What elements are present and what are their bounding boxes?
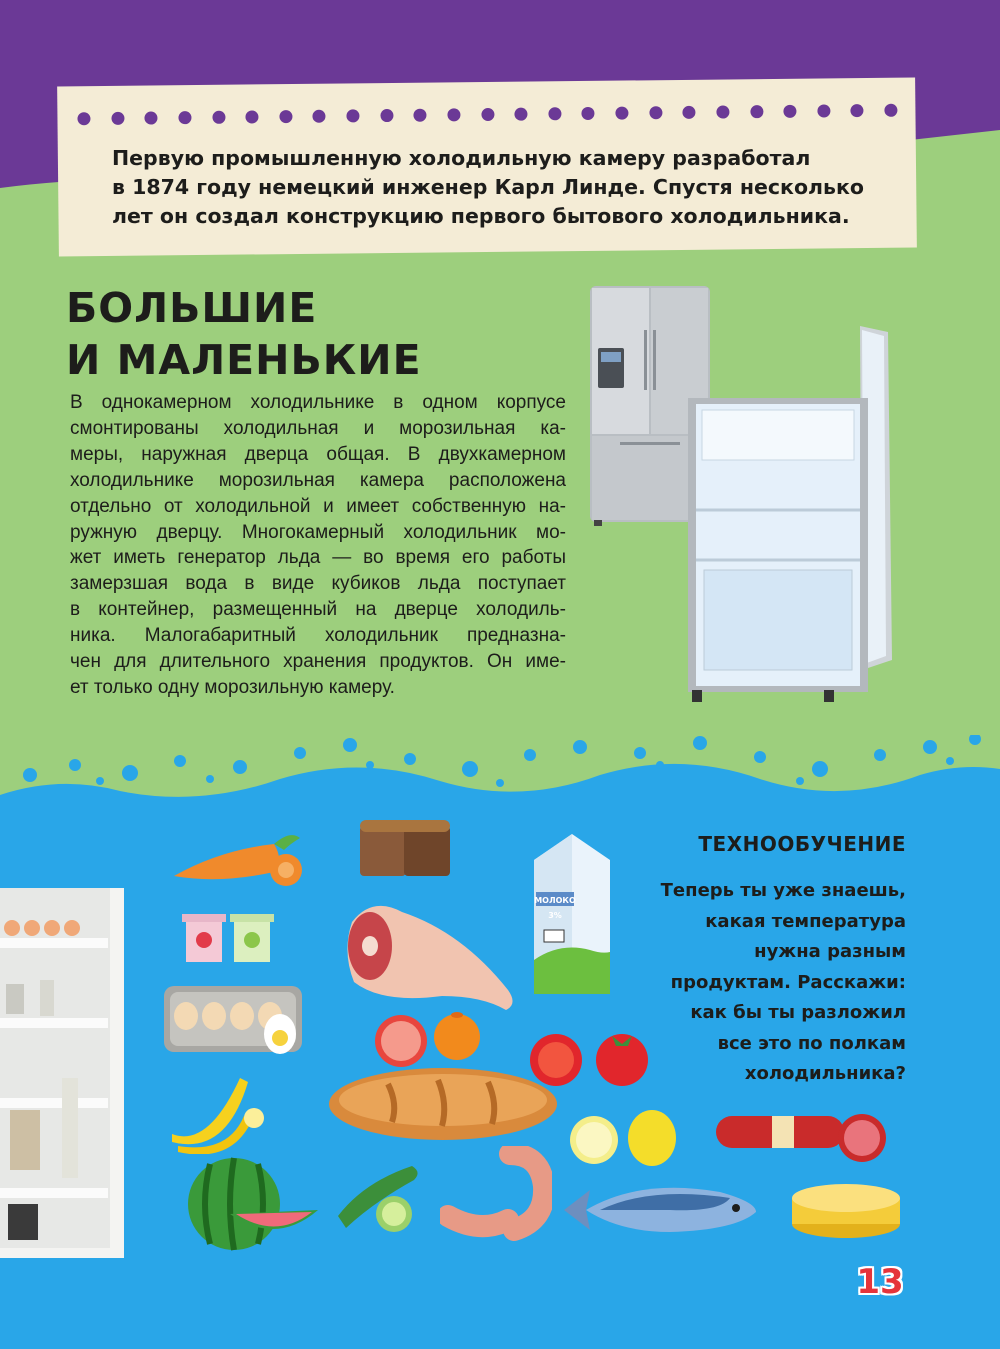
milk-label-text: МОЛОКО (534, 896, 576, 905)
page-number: 13 (856, 1262, 904, 1302)
lemon-icon (566, 1108, 680, 1168)
baguette-icon (328, 1064, 558, 1144)
body-line: меры, наружная дверца общая. В двухкамерном (70, 443, 566, 465)
body-line: ника. Малогабаритный холодильник предназна- (70, 625, 566, 647)
yogurt-icon (182, 914, 274, 964)
techno-title: ТЕХНООБУЧЕНИЕ (698, 832, 906, 856)
orange-icon (432, 1010, 482, 1060)
fish-icon (560, 1176, 760, 1242)
body-line: смонтированы холодильная и морозильная ка- (70, 417, 566, 439)
fridges-illustration (580, 280, 920, 710)
techno-line: как бы ты разложил (690, 1002, 906, 1023)
note-dots-decoration (77, 104, 897, 133)
body-line: ружную дверцу. Многокамерный холодильник мо- (70, 521, 566, 543)
boiled-egg-icon (262, 1012, 298, 1056)
fact-line: в 1874 году немецкий инженер Карл Линде. Спустя несколько (112, 175, 865, 199)
fact-text (112, 144, 872, 231)
ham-icon (342, 892, 520, 1020)
watermelon-icon (186, 1150, 320, 1254)
salami-icon (712, 1108, 888, 1164)
body-line: чен для длительного хранения продуктов. Он име- (70, 651, 566, 673)
grapefruit-icon (374, 1014, 428, 1068)
techno-line: все это по полкам (717, 1032, 906, 1054)
body-line: в контейнер, размещенный на дверце холодиль- (70, 599, 566, 621)
body-line: жет иметь генератор льда — во время его работы (70, 547, 566, 569)
techno-line: продуктам. Расскажи: (670, 971, 906, 993)
cheese-icon (790, 1180, 902, 1240)
techno-line: нужна разным (754, 941, 906, 962)
body-line: замерзшая вода в виде кубиков льда поступает (70, 573, 566, 595)
section-body-text (70, 390, 566, 701)
techno-line: какая температура (705, 910, 906, 932)
section-title (66, 282, 422, 386)
fact-line: лет он создал конструкцию первого бытового холодильника. (112, 204, 850, 228)
section-title-line: БОЛЬШИЕ (66, 284, 318, 332)
bananas-icon (168, 1076, 266, 1154)
body-line: холодильнике морозильная камера расположена (70, 469, 566, 491)
body-line: В однокамерном холодильнике в одном корпусе (70, 392, 566, 413)
body-line: ет только одну морозильную камеру. (70, 676, 395, 698)
section-title-line: И МАЛЕНЬКИЕ (66, 336, 422, 384)
sausages-icon (440, 1146, 552, 1242)
milk-fat-text: 3% (548, 911, 562, 920)
techno-line: Теперь ты уже знаешь, (660, 880, 906, 901)
bread-icon (358, 818, 452, 878)
fact-line: Первую промышленную холодильную камеру разработал (112, 146, 811, 170)
open-fridge-icon (688, 326, 892, 702)
carrot-icon (170, 830, 304, 890)
fridge-door-shelves-icon (0, 888, 126, 1260)
cucumber-icon (334, 1162, 424, 1234)
milk-carton-icon (530, 830, 614, 996)
body-line: отдельно от холодильной и имеет собственную на- (70, 495, 566, 517)
techno-line: холодильника? (744, 1063, 906, 1084)
techno-question (606, 876, 906, 1090)
